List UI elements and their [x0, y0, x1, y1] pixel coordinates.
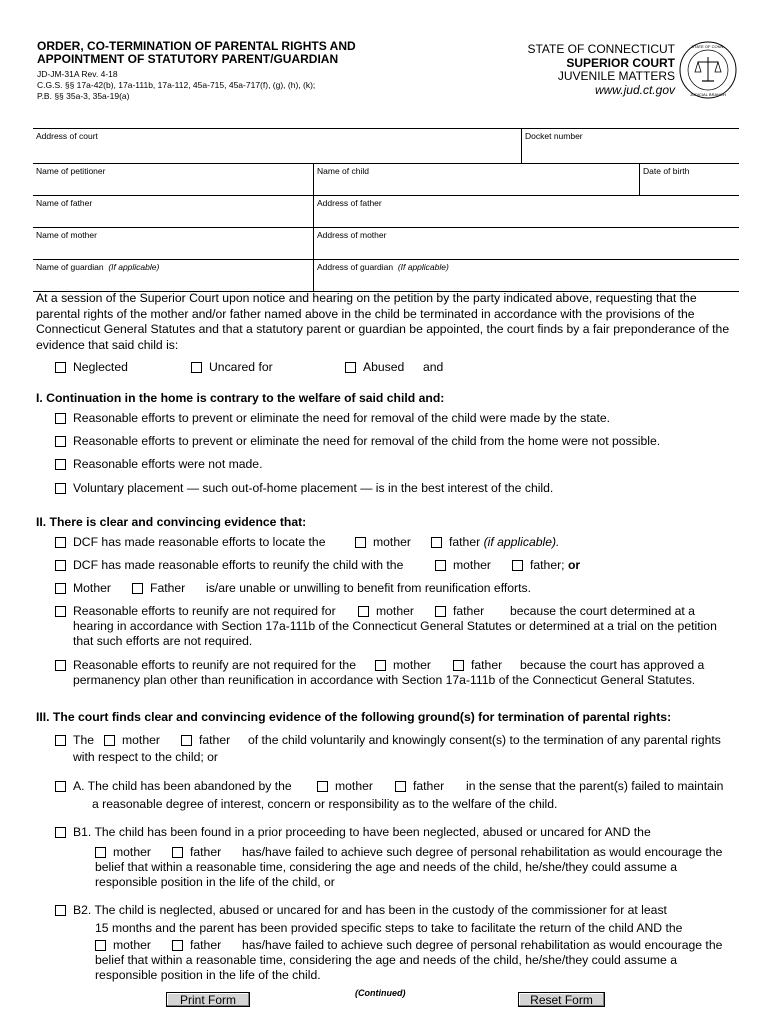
consent-mother-label: mother [122, 733, 160, 747]
section-2-heading: II. There is clear and convincing evidence that: [36, 515, 307, 529]
intro-paragraph: At a session of the Superior Court upon notice and hearing on the petition by the party indicated above, requesting that the parental rights of the mother and/or father named above in the child be terminated in accordance with the provisions of the Connecticut General Statutes and that a statutory parent or guardian be appointed, the court finds by a fair preponderance of the evidence that said child is: [36, 291, 730, 352]
not-required-2-mother-label: mother [393, 658, 431, 672]
section1-option1-label: Reasonable efforts to prevent or eliminate the need for removal of the child were made by the state. [73, 411, 611, 425]
not-required-1-mother-checkbox[interactable] [358, 606, 369, 617]
svg-text:JUDICIAL BRANCH: JUDICIAL BRANCH [690, 92, 726, 97]
section1-option3-checkbox[interactable] [55, 459, 66, 470]
locate-father-text: father [449, 535, 481, 549]
b1-father-checkbox[interactable] [172, 847, 183, 858]
b1-text-2: belief that within a reasonable time, considering the age and needs of the child, he/she/they could assume a [95, 860, 677, 874]
title-line-2: APPOINTMENT OF STATUTORY PARENT/GUARDIAN [37, 52, 339, 66]
statutes-line-2: P.B. §§ 35a-3, 35a-19(a) [37, 91, 130, 101]
b2-mother-label: mother [113, 938, 151, 952]
reunify-father-label [530, 558, 580, 573]
b2-father-label: father [190, 938, 222, 952]
locate-mother-label: mother [373, 535, 411, 549]
continued-note: (Continued) [355, 988, 406, 998]
state-name: STATE OF CONNECTICUT [527, 42, 675, 56]
unable-father-checkbox[interactable] [132, 583, 143, 594]
b2-text-3: responsible position in the life of the child. [95, 968, 321, 982]
consent-father-label: father [199, 733, 231, 747]
date-of-birth-field[interactable] [639, 164, 739, 195]
reunify-mother-checkbox[interactable] [435, 560, 446, 571]
section-3-heading: III. The court finds clear and convincing evidence of the following ground(s) for termination of parental rights: [36, 710, 672, 724]
not-required-1-father-label: father [453, 604, 485, 618]
guardian-address-if-applicable-note: (If applicable) [397, 262, 449, 272]
b1-mother-checkbox[interactable] [95, 847, 106, 858]
because-2-text: because the court has approved a [520, 658, 705, 672]
address-of-court-label: Address of court [36, 131, 98, 141]
section1-option4-label: Voluntary placement — such out-of-home placement — is in the best interest of the child. [73, 481, 554, 495]
abandoned-father-checkbox[interactable] [395, 781, 406, 792]
docket-number-label: Docket number [525, 131, 583, 141]
abandoned-label: A. The child has been abandoned by the [73, 779, 292, 793]
uncared-for-checkbox[interactable] [191, 362, 202, 373]
form-number: JD-JM-31A Rev. 4-18 [37, 69, 118, 79]
row-father [33, 195, 739, 227]
not-required-1-label: Reasonable efforts to reunify are not required for [73, 604, 336, 618]
and-label: and [423, 360, 444, 374]
b1-father-label: father [190, 845, 222, 859]
title-line-1: ORDER, CO-TERMINATION OF PARENTAL RIGHTS AND [37, 39, 356, 53]
consent-the-label: The [73, 733, 95, 747]
consent-father-checkbox[interactable] [181, 735, 192, 746]
b2-mother-checkbox[interactable] [95, 940, 106, 951]
abandoned-checkbox[interactable] [55, 781, 66, 792]
form-fields-grid [33, 128, 739, 292]
name-of-mother-field[interactable] [33, 228, 313, 259]
locate-father-checkbox[interactable] [431, 537, 442, 548]
name-of-petitioner-label: Name of petitioner [36, 166, 106, 176]
uncared-for-label: Uncared for [209, 360, 273, 374]
consent-mother-checkbox[interactable] [104, 735, 115, 746]
not-required-2-father-checkbox[interactable] [453, 660, 464, 671]
not-required-2-mother-checkbox[interactable] [375, 660, 386, 671]
b1-mother-label: mother [113, 845, 151, 859]
name-of-child-label: Name of child [317, 166, 369, 176]
section1-option1-checkbox[interactable] [55, 413, 66, 424]
address-of-mother-label: Address of mother [317, 230, 387, 240]
abandoned-text-2: a reasonable degree of interest, concern or responsibility as to the welfare of the child. [92, 797, 558, 811]
not-required-1-father-checkbox[interactable] [435, 606, 446, 617]
locate-label: DCF has made reasonable efforts to locate the [73, 535, 326, 549]
address-of-mother-field[interactable] [313, 228, 739, 259]
b2-label: B2. The child is neglected, abused or uncared for and has been in the custody of the commissioner for at least [73, 903, 667, 917]
row-court [33, 128, 739, 163]
neglected-label: Neglected [73, 360, 128, 374]
row-petitioner [33, 163, 739, 195]
b2-father-checkbox[interactable] [172, 940, 183, 951]
consent-text: of the child voluntarily and knowingly consent(s) to the termination of any parental rights [248, 733, 721, 747]
not-required-1-checkbox[interactable] [55, 606, 66, 617]
address-of-court-field[interactable] [33, 129, 521, 163]
b2-line-2: 15 months and the parent has been provided specific steps to take to facilitate the return of the child AND the [95, 921, 683, 935]
statutes-line-1: C.G.S. §§ 17a-42(b), 17a-111b, 17a-112, 45a-715, 45a-717(f), (g), (h), (k); [37, 80, 316, 90]
not-required-2-label: Reasonable efforts to reunify are not required for the [73, 658, 356, 672]
neglected-checkbox[interactable] [55, 362, 66, 373]
not-required-2-checkbox[interactable] [55, 660, 66, 671]
locate-father-if-applicable: (if applicable). [483, 535, 560, 549]
because-2-rest: permanency plan other than reunification in accordance with Section 17a-111b of the Connecticut General Statutes. [73, 673, 696, 687]
b1-checkbox[interactable] [55, 827, 66, 838]
name-of-child-field[interactable] [313, 164, 639, 195]
not-required-1-mother-label: mother [376, 604, 414, 618]
abandoned-father-label: father [413, 779, 445, 793]
svg-text:STATE OF CONN.: STATE OF CONN. [691, 44, 725, 49]
print-form-button[interactable]: Print Form [166, 992, 250, 1007]
address-of-guardian-field[interactable] [313, 260, 739, 291]
court-block [527, 43, 675, 97]
docket-number-field[interactable] [521, 129, 739, 163]
name-of-father-field[interactable] [33, 196, 313, 227]
unable-mother-label: Mother [73, 581, 111, 595]
reunify-checkbox[interactable] [55, 560, 66, 571]
b2-text-2: belief that within a reasonable time, considering the age and needs of the child, he/she/they could assume a [95, 953, 677, 967]
section1-option2-label: Reasonable efforts to prevent or eliminate the need for removal of the child from the home were not possible. [73, 434, 661, 448]
locate-checkbox[interactable] [55, 537, 66, 548]
reunify-father-text: father; [530, 558, 565, 572]
locate-father-label [449, 535, 559, 550]
section1-option3-label: Reasonable efforts were not made. [73, 457, 263, 471]
court-division: JUVENILE MATTERS [557, 69, 675, 83]
name-of-petitioner-field[interactable] [33, 164, 313, 195]
reunify-mother-label: mother [453, 558, 491, 572]
not-required-2-father-label: father [471, 658, 503, 672]
b1-text: has/have failed to achieve such degree of personal rehabilitation as would encourage the [242, 845, 723, 859]
section1-option4-checkbox[interactable] [55, 483, 66, 494]
name-of-guardian-field[interactable] [33, 260, 313, 291]
b1-text-3: responsible position in the life of the child, or [95, 875, 335, 889]
consent-checkbox[interactable] [55, 735, 66, 746]
judicial-seal-icon [678, 40, 738, 100]
locate-mother-checkbox[interactable] [355, 537, 366, 548]
reunify-label: DCF has made reasonable efforts to reunify the child with the [73, 558, 404, 572]
b2-text: has/have failed to achieve such degree of personal rehabilitation as would encourage the [242, 938, 723, 952]
section-1-heading: I. Continuation in the home is contrary to the welfare of said child and: [36, 391, 445, 405]
section1-option2-checkbox[interactable] [55, 436, 66, 447]
address-of-father-label: Address of father [317, 198, 382, 208]
court-website: www.jud.ct.gov [594, 82, 675, 97]
b2-checkbox[interactable] [55, 905, 66, 916]
unable-mother-checkbox[interactable] [55, 583, 66, 594]
form-title [37, 40, 356, 66]
abused-label: Abused [363, 360, 405, 374]
row-mother [33, 227, 739, 259]
address-of-guardian-label: Address of guardian [317, 262, 394, 272]
court-name: SUPERIOR COURT [566, 55, 675, 70]
abandoned-mother-label: mother [335, 779, 373, 793]
guardian-if-applicable-note: (If applicable) [108, 262, 160, 272]
name-of-father-label: Name of father [36, 198, 93, 208]
b1-label: B1. The child has been found in a prior proceeding to have been neglected, abused or uncared for AND the [73, 825, 651, 839]
unable-father-label: Father [150, 581, 186, 595]
row-guardian [33, 259, 739, 292]
abandoned-text: in the sense that the parent(s) failed to maintain [466, 779, 724, 793]
name-of-guardian-label: Name of guardian [36, 262, 104, 272]
address-of-father-field[interactable] [313, 196, 739, 227]
unable-text: is/are unable or unwilling to benefit from reunification efforts. [206, 581, 531, 595]
reunify-or-text: or [567, 558, 581, 572]
name-of-mother-label: Name of mother [36, 230, 97, 240]
abandoned-mother-checkbox[interactable] [317, 781, 328, 792]
abused-checkbox[interactable] [345, 362, 356, 373]
because-1-text: because the court determined at a [510, 604, 695, 618]
consent-text-2: with respect to the child; or [73, 750, 218, 764]
reset-form-button[interactable]: Reset Form [518, 992, 605, 1007]
date-of-birth-label: Date of birth [643, 166, 690, 176]
because-1-rest: hearing in accordance with Section 17a-111b of the Connecticut General Statutes or determined at a trial on the petition that such efforts are not required. [73, 619, 717, 648]
reunify-father-checkbox[interactable] [512, 560, 523, 571]
